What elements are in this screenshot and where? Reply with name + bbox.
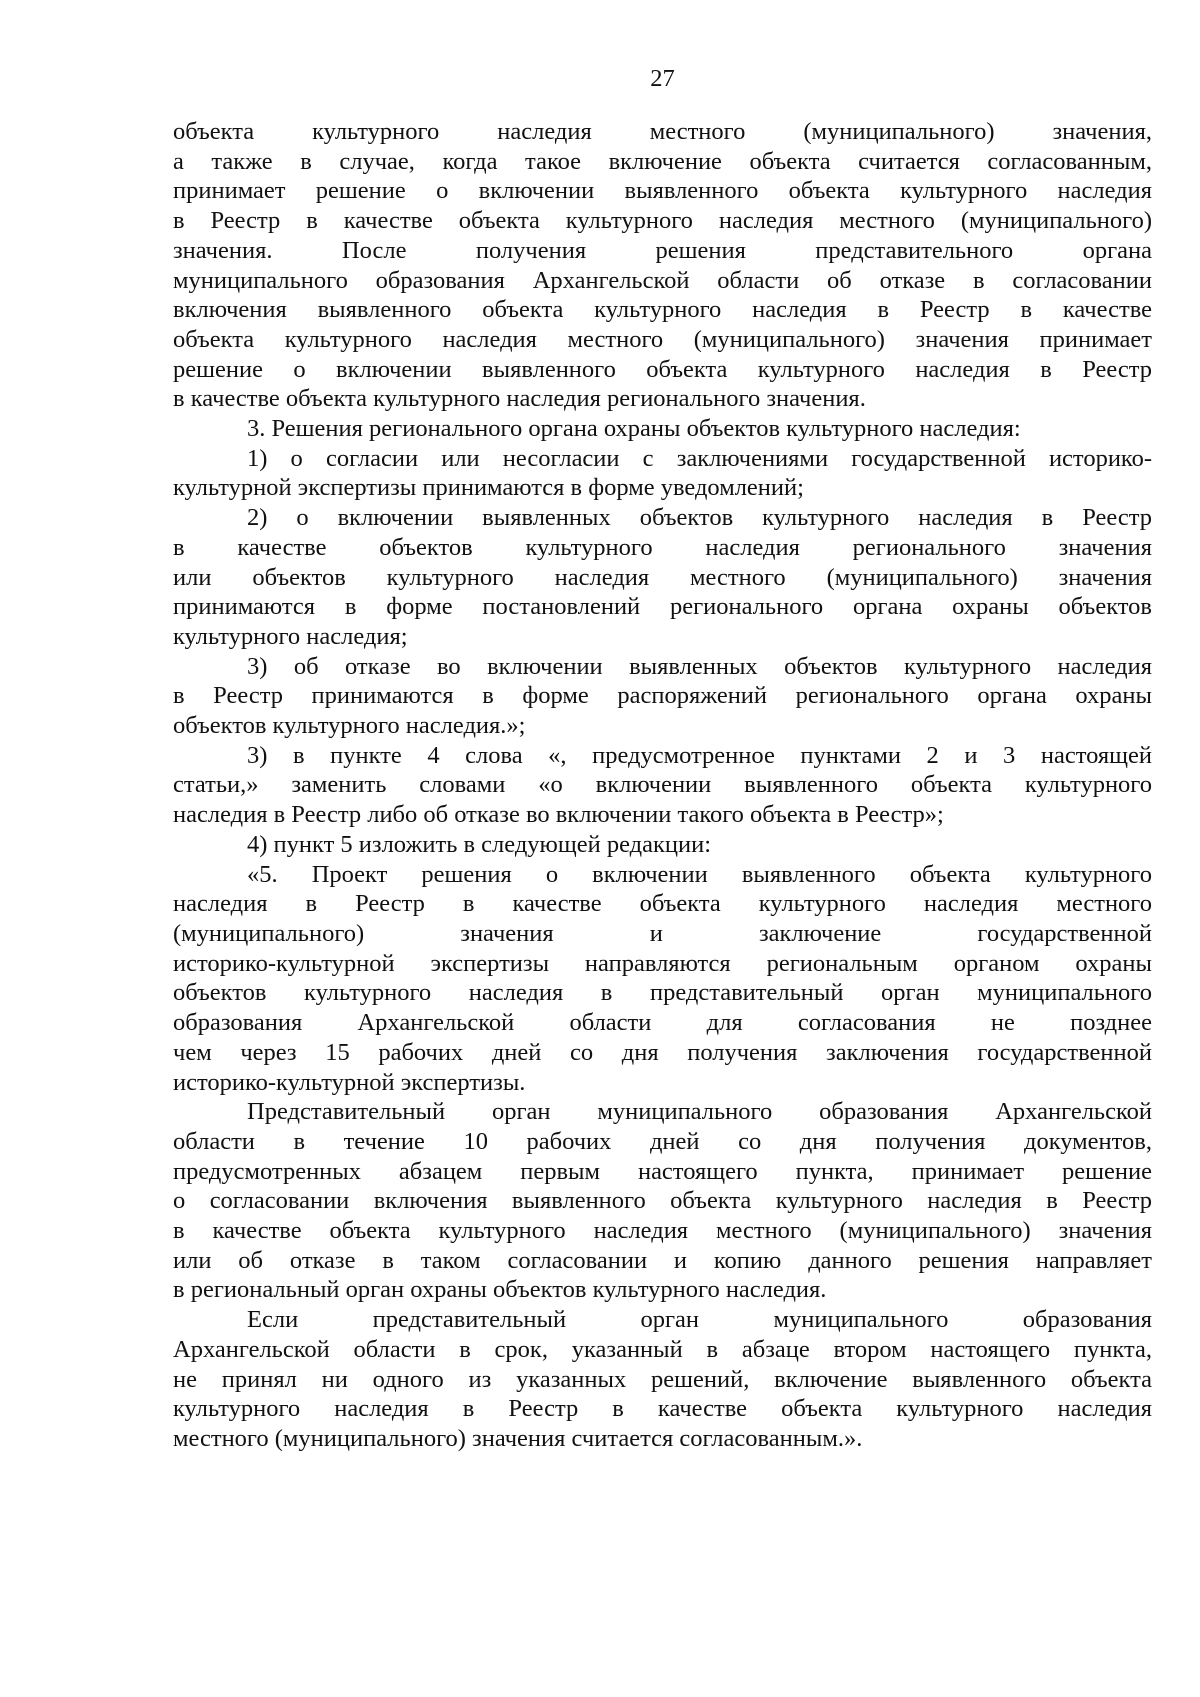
text-line: предусмотренных абзацем первым настоящего пункта, принимает решение — [173, 1157, 1152, 1185]
text-line: в качестве объекта культурного наследия регионального значения. — [173, 385, 866, 413]
text-line: значения. После получения решения представительного органа — [173, 236, 1152, 264]
text-line: Архангельской области в срок, указанный в абзаце втором настоящего пункта, — [173, 1335, 1152, 1363]
paragraph — [173, 503, 1152, 652]
text-line: объектов культурного наследия.»; — [173, 712, 526, 740]
text-line: о согласовании включения выявленного объекта культурного наследия в Реестр — [173, 1187, 1152, 1215]
text-line: области в течение 10 рабочих дней со дня получения документов, — [173, 1127, 1152, 1155]
text-line: в Реестр принимаются в форме распоряжений регионального органа охраны — [173, 682, 1152, 710]
text-line: или об отказе в таком согласовании и копию данного решения направляет — [173, 1246, 1152, 1274]
text-line: в качестве объектов культурного наследия регионального значения — [173, 533, 1152, 561]
text-line: а также в случае, когда такое включение объекта считается согласованным, — [173, 147, 1152, 175]
paragraph — [173, 1097, 1152, 1305]
text-line: историко-культурной экспертизы. — [173, 1068, 526, 1096]
paragraph — [173, 444, 1152, 503]
paragraph — [173, 830, 1152, 860]
text-line: историко-культурной экспертизы направляются региональным органом охраны — [173, 949, 1152, 977]
paragraph — [173, 1305, 1152, 1454]
paragraph — [173, 117, 1152, 414]
text-line: включения выявленного объекта культурного наследия в Реестр в качестве — [173, 296, 1152, 324]
text-line: «5. Проект решения о включении выявленного объекта культурного — [247, 860, 1152, 888]
text-line: (муниципального) значения и заключение государственной — [173, 919, 1152, 947]
text-line: местного (муниципального) значения считается согласованным.». — [173, 1424, 863, 1452]
text-line: образования Архангельской области для согласования не позднее — [173, 1009, 1152, 1037]
text-line: или объектов культурного наследия местного (муниципального) значения — [173, 563, 1152, 591]
paragraph — [173, 741, 1152, 830]
text-line: 3) в пункте 4 слова «, предусмотренное пунктами 2 и 3 настоящей — [247, 741, 1152, 769]
text-line: не принял ни одного из указанных решений, включение выявленного объекта — [173, 1365, 1152, 1393]
text-line: принимает решение о включении выявленного объекта культурного наследия — [173, 177, 1152, 205]
text-line: наследия в Реестр либо об отказе во включении такого объекта в Реестр»; — [173, 801, 944, 829]
text-line: 2) о включении выявленных объектов культурного наследия в Реестр — [247, 504, 1152, 532]
text-line: в качестве объекта культурного наследия местного (муниципального) значения — [173, 1217, 1152, 1245]
text-line: объекта культурного наследия местного (муниципального) значения, — [173, 118, 1152, 145]
text-line: 3. Решения регионального органа охраны объектов культурного наследия: — [247, 415, 1021, 443]
text-line: культурного наследия; — [173, 622, 408, 650]
text-line: Представительный орган муниципального образования Архангельской — [247, 1098, 1152, 1126]
text-line: Если представительный орган муниципального образования — [247, 1306, 1152, 1334]
text-line: статьи,» заменить словами «о включении выявленного объекта культурного — [173, 771, 1152, 799]
document-body — [173, 117, 1152, 1454]
text-line: 1) о согласии или несогласии с заключениями государственной историко- — [247, 444, 1152, 472]
page-number: 27 — [650, 65, 675, 92]
text-line: культурной экспертизы принимаются в форме уведомлений; — [173, 474, 804, 502]
text-line: 4) пункт 5 изложить в следующей редакции: — [247, 830, 712, 858]
text-line: решение о включении выявленного объекта культурного наследия в Реестр — [173, 355, 1152, 383]
text-line: 3) об отказе во включении выявленных объектов культурного наследия — [247, 652, 1152, 680]
text-line: в Реестр в качестве объекта культурного наследия местного (муниципального) — [173, 207, 1152, 235]
text-line: принимаются в форме постановлений регионального органа охраны объектов — [173, 593, 1152, 621]
paragraph — [173, 652, 1152, 741]
text-line: чем через 15 рабочих дней со дня получения заключения государственной — [173, 1038, 1152, 1066]
text-line: объектов культурного наследия в представительный орган муниципального — [173, 979, 1152, 1007]
text-line: объекта культурного наследия местного (муниципального) значения принимает — [173, 325, 1152, 353]
paragraph — [173, 860, 1152, 1098]
paragraph — [173, 414, 1152, 444]
text-line: культурного наследия в Реестр в качестве объекта культурного наследия — [173, 1395, 1152, 1423]
text-line: в региональный орган охраны объектов культурного наследия. — [173, 1276, 827, 1304]
text-line: муниципального образования Архангельской области об отказе в согласовании — [173, 266, 1152, 294]
text-line: наследия в Реестр в качестве объекта культурного наследия местного — [173, 890, 1152, 918]
